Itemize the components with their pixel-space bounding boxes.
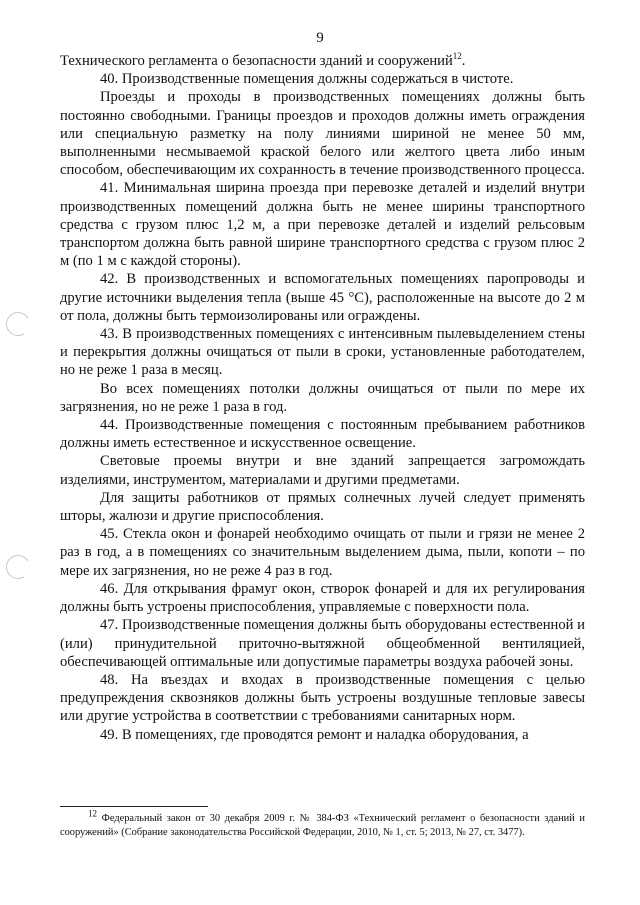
paragraph-47: 47. Производственные помещения должны быть оборудованы естественной и (или) принудительной приточно-вытяжной общеобменной вентиляцией, обеспечивающей оптимальные или допустимые параметры воздуха рабочей зоны. — [60, 617, 585, 670]
paragraph-text-tail: . — [461, 53, 466, 69]
document-body — [60, 52, 585, 744]
paragraph-46: 46. Для открывания фрамуг окон, створок фонарей и для их регулирования должны быть устроены приспособления, управляемые с поверхности пола. — [60, 580, 585, 616]
paragraph-44-openings: Световые проемы внутри и вне зданий запрещается загромождать изделиями, инструментом, материалами и другими предметами. — [60, 453, 585, 488]
footnote-separator — [60, 806, 208, 807]
paragraph-41: 41. Минимальная ширина проезда при перевозке деталей и изделий внутри производственных помещений должна быть не менее ширины транспортного средства с грузом плюс 1,2 м, а при перевозке деталей и изделий рельсовым транспортом должна быть равной ширине транспортного средства с грузом плюс 2 м (по 1 м с каждой стороны). — [60, 180, 585, 270]
paragraph-48: 48. На въездах и входах в производственные помещения с целью предупреждения сквозняков должны быть устроены воздушные тепловые завесы или другие устройства в соответствии с требованиями санитарных норм. — [60, 671, 585, 725]
paragraph-42: 42. В производственных и вспомогательных помещениях паропроводы и другие источники выделения тепла (выше 45 °C), расположенные на высоте до 2 м от пола, должны быть термоизолированы или ограждены. — [60, 271, 585, 324]
paragraph-text: Технического регламента о безопасности зданий и сооружений — [60, 53, 453, 69]
page-number: 9 — [316, 30, 324, 46]
paragraph-43: 43. В производственных помещениях с интенсивным пылевыделением стены и перекрытия должны очищаться от пыли в сроки, установленные работодателем, но не реже 1 раза в месяц. — [60, 326, 585, 379]
footnote-marker: 12 — [88, 808, 97, 819]
paragraph-44: 44. Производственные помещения с постоянным пребыванием работников должны иметь естественное и искусственное освещение. — [60, 417, 585, 452]
footnote — [60, 808, 585, 840]
footnote-text: Федеральный закон от 30 декабря 2009 г. № 384-ФЗ «Технический регламент о безопасности зданий и сооружений» (Собрание законодательства Российской Федерации, 2010, № 1, ст. 5; 2013, № 27, ст. 3477). — [60, 813, 585, 838]
paragraph-44-protection: Для защиты работников от прямых солнечных лучей следует применять шторы, жалюзи и другие приспособления. — [60, 489, 585, 525]
footnote-reference: 12 — [452, 51, 462, 62]
punch-hole-mark — [3, 309, 32, 338]
paragraph-40-passages: Проезды и проходы в производственных помещениях должны быть постоянно свободными. Границы проездов и проходов должны иметь ограждения или специальную разметку на полу линиями шириной не менее 50 мм, выполненными несмываемой краской белого или желтого цвета либо иным способом, обеспечивающим их сохранность в течение производственного процесса. — [60, 89, 585, 179]
paragraph-43-ceilings: Во всех помещениях потолки должны очищаться от пыли по мере их загрязнения, но не реже 1 раза в год. — [60, 380, 585, 415]
paragraph-40: 40. Производственные помещения должны содержаться в чистоте. — [100, 71, 514, 88]
paragraph-45: 45. Стекла окон и фонарей необходимо очищать от пыли и грязи не менее 2 раз в год, а в помещениях со значительным выделением дыма, пыли, копоти – по мере их загрязнения, но не реже 4 раз в год. — [60, 526, 585, 579]
punch-hole-mark — [3, 552, 32, 581]
paragraph-49: 49. В помещениях, где проводятся ремонт и наладка оборудования, а — [100, 726, 529, 743]
paragraph-continuation — [60, 52, 585, 70]
